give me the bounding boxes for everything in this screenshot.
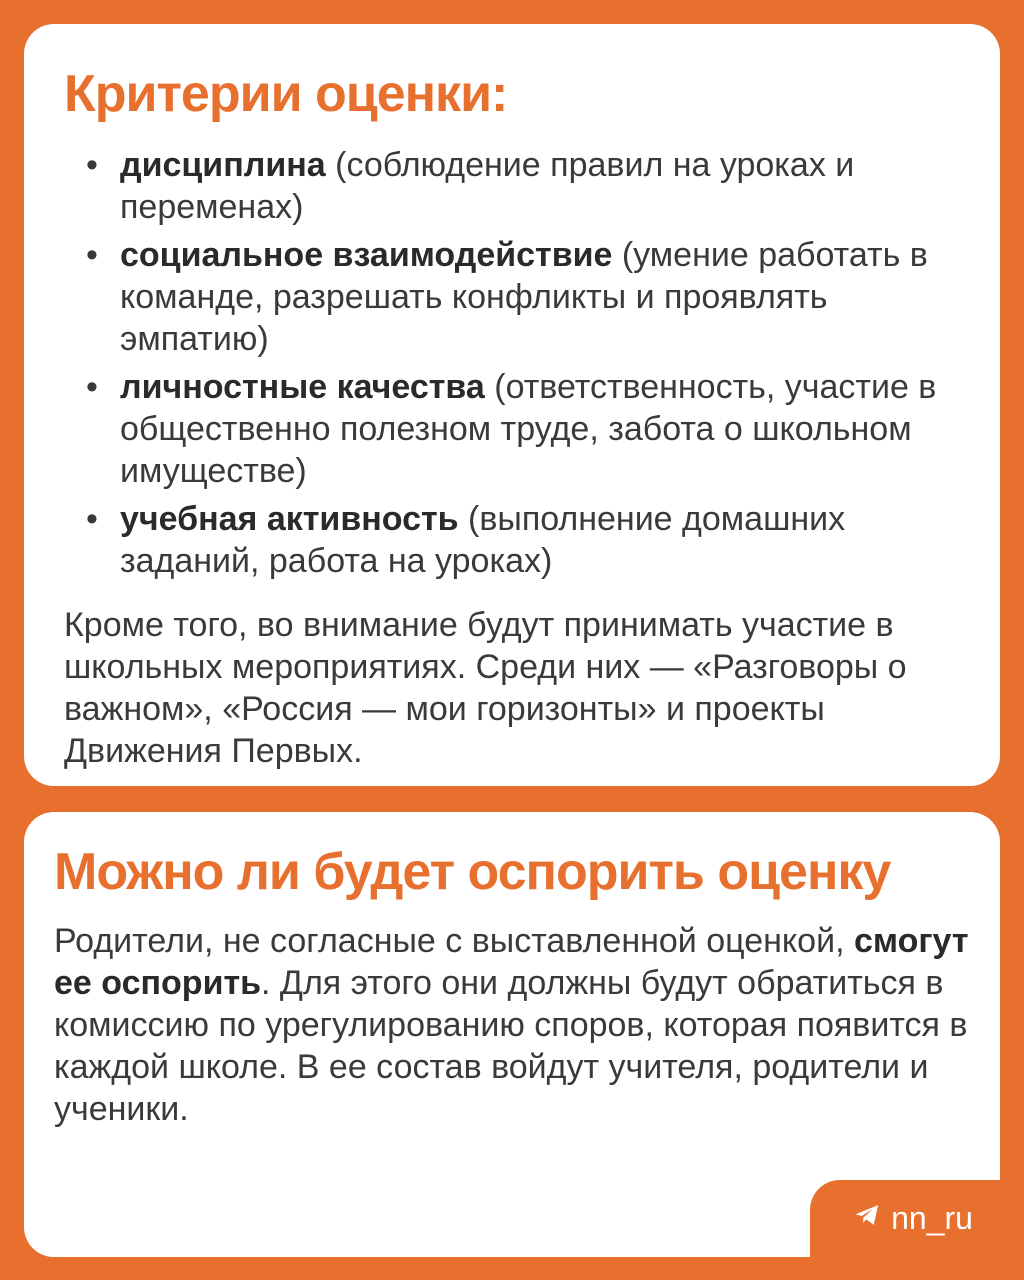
criteria-term: учебная активность (120, 500, 459, 538)
dispute-paragraph (54, 920, 970, 1130)
bullet: • (86, 500, 98, 538)
criteria-description: (выполнение домашних заданий, работа на уроках) (120, 500, 846, 580)
criteria-description: (соблюдение правил на уроках и переменах) (120, 146, 855, 226)
telegram-icon (853, 1200, 881, 1237)
bullet: • (86, 146, 98, 184)
events-paragraph: Кроме того, во внимание будут принимать участие в школьных мероприятиях. Среди них — «Разговоры о важном», «Россия — мои горизонты» и проекты Движения Первых. (64, 606, 907, 770)
dispute-text-bold: смогут ее оспорить (54, 922, 969, 1002)
badge-label: nn_ru (891, 1199, 973, 1236)
dispute-text-end: . Для этого они должны будут обратиться в комиссию по урегулированию споров, которая появится в каждой школе. В ее состав войдут учителя, родители и ученики. (54, 964, 968, 1128)
criteria-term: социальное взаимодействие (120, 236, 613, 274)
list-item (86, 144, 960, 228)
bullet: • (86, 368, 98, 406)
criteria-term: личностные качества (120, 368, 485, 406)
criteria-title: Критерии оценки: (64, 65, 508, 123)
bullet: • (86, 236, 98, 274)
criteria-description: (ответственность, участие в общественно полезном труде, забота о школьном имуществе) (120, 368, 937, 490)
criteria-description: (умение работать в команде, разрешать конфликты и проявлять эмпатию) (120, 236, 928, 358)
criteria-list (64, 144, 960, 582)
criteria-term: дисциплина (120, 146, 326, 184)
list-item (86, 498, 960, 582)
dispute-title: Можно ли будет оспорить оценку (54, 843, 891, 901)
criteria-card (24, 24, 1000, 786)
dispute-text-start: Родители, не согласные с выставленной оценкой, (54, 922, 854, 960)
source-badge[interactable] (826, 1180, 1000, 1256)
list-item (86, 366, 960, 492)
list-item (86, 234, 960, 360)
